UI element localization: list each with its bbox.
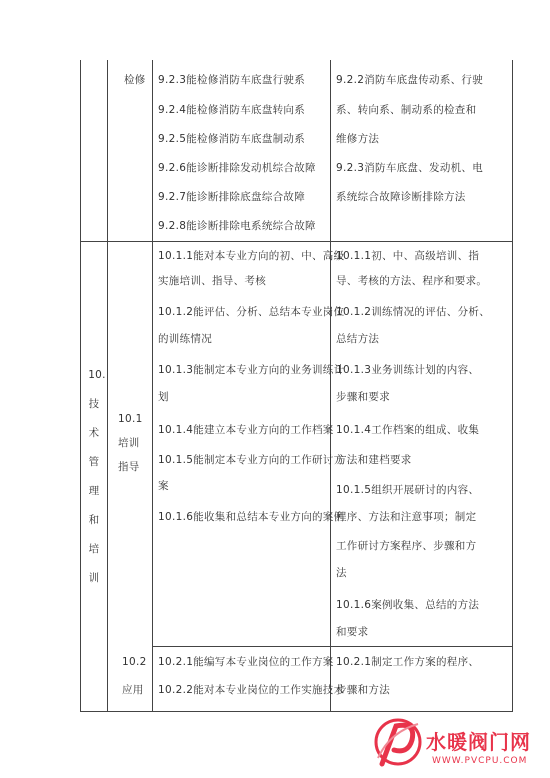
- skill-item: 9.2.4能检修消防车底盘转向系: [158, 104, 306, 116]
- table-border-right: [512, 60, 513, 712]
- section-char: 训: [88, 572, 100, 584]
- skill-item: 9.2.8能诊断排除电系统综合故障: [158, 220, 316, 232]
- knowledge-item: 导、考核的方法、程序和要求。: [336, 275, 488, 287]
- skill-item: 9.2.3能检修消防车底盘行驶系: [158, 74, 306, 86]
- sub-category-label: 检修: [124, 74, 146, 86]
- skill-item: 10.1.4能建立本专业方向的工作档案: [158, 424, 334, 436]
- content-table: [80, 60, 513, 712]
- section-char: 和: [88, 514, 100, 526]
- knowledge-item: 10.2.1制定工作方案的程序、: [336, 656, 480, 668]
- section-char: 术: [88, 427, 100, 439]
- watermark-url: WWW.PVCPU.COM: [432, 756, 528, 766]
- knowledge-item: 步骤和要求: [336, 391, 390, 403]
- knowledge-item: 法: [336, 567, 347, 579]
- knowledge-item: 10.1.5组织开展研讨的内容、: [336, 484, 480, 496]
- skill-item: 9.2.7能诊断排除底盘综合故障: [158, 191, 306, 203]
- watermark-brand: 水暖阀门网: [426, 730, 531, 754]
- knowledge-item: 系、转向系、制动系的检查和: [336, 104, 477, 116]
- skill-item: 的训练情况: [158, 333, 212, 345]
- knowledge-item: 和要求: [336, 626, 369, 638]
- knowledge-item: 系统综合故障诊断排除方法: [336, 191, 466, 203]
- knowledge-item: 10.1.2训练情况的评估、分析、: [336, 306, 490, 318]
- knowledge-item: 10.1.4工作档案的组成、收集: [336, 424, 480, 436]
- knowledge-item: 程序、方法和注意事项；制定: [336, 511, 477, 523]
- skill-item: 10.2.2能对本专业岗位的工作实施技术: [158, 684, 345, 696]
- skill-item: 实施培训、指导、考核: [158, 275, 266, 287]
- knowledge-item: 9.2.2消防车底盘传动系、行驶: [336, 74, 484, 86]
- skill-item: 10.1.6能收集和总结本专业方向的案例: [158, 511, 345, 523]
- knowledge-item: 9.2.3消防车底盘、发动机、电: [336, 162, 484, 174]
- knowledge-item: 工作研讨方案程序、步骤和方: [336, 540, 477, 552]
- knowledge-item: 10.1.6案例收集、总结的方法: [336, 599, 480, 611]
- column-divider: [152, 60, 153, 712]
- table-border-left: [80, 60, 81, 712]
- knowledge-item: 10.1.3业务训练计划的内容、: [336, 364, 480, 376]
- column-divider: [107, 60, 108, 712]
- knowledge-item: 总结方法: [336, 333, 380, 345]
- knowledge-item: 方法和建档要求: [336, 454, 412, 466]
- row-divider: [80, 241, 513, 242]
- section-char: 培: [88, 543, 100, 555]
- knowledge-item: 维修方法: [336, 133, 380, 145]
- skill-item: 10.1.5能制定本专业方向的工作研讨方: [158, 454, 345, 466]
- knowledge-item: 10.1.1初、中、高级培训、指: [336, 250, 480, 262]
- column-divider: [330, 60, 331, 712]
- row-divider: [152, 646, 513, 647]
- watermark: [370, 712, 550, 778]
- section-number: 10.: [88, 369, 106, 381]
- section-char: 管: [88, 456, 100, 468]
- skill-item: 划: [158, 391, 169, 403]
- skill-item: 10.1.2能评估、分析、总结本专业岗位: [158, 306, 345, 318]
- skill-item: 案: [158, 480, 169, 492]
- section-char: 技: [88, 398, 100, 410]
- section-char: 理: [88, 485, 100, 497]
- skill-item: 10.1.1能对本专业方向的初、中、高级: [158, 250, 345, 262]
- knowledge-item: 步骤和方法: [336, 684, 390, 696]
- skill-item: 10.2.1能编写本专业岗位的工作方案: [158, 656, 334, 668]
- skill-item: 9.2.5能检修消防车底盘制动系: [158, 133, 306, 145]
- skill-item: 10.1.3能制定本专业方向的业务训练计: [158, 364, 345, 376]
- skill-item: 9.2.6能诊断排除发动机综合故障: [158, 162, 316, 174]
